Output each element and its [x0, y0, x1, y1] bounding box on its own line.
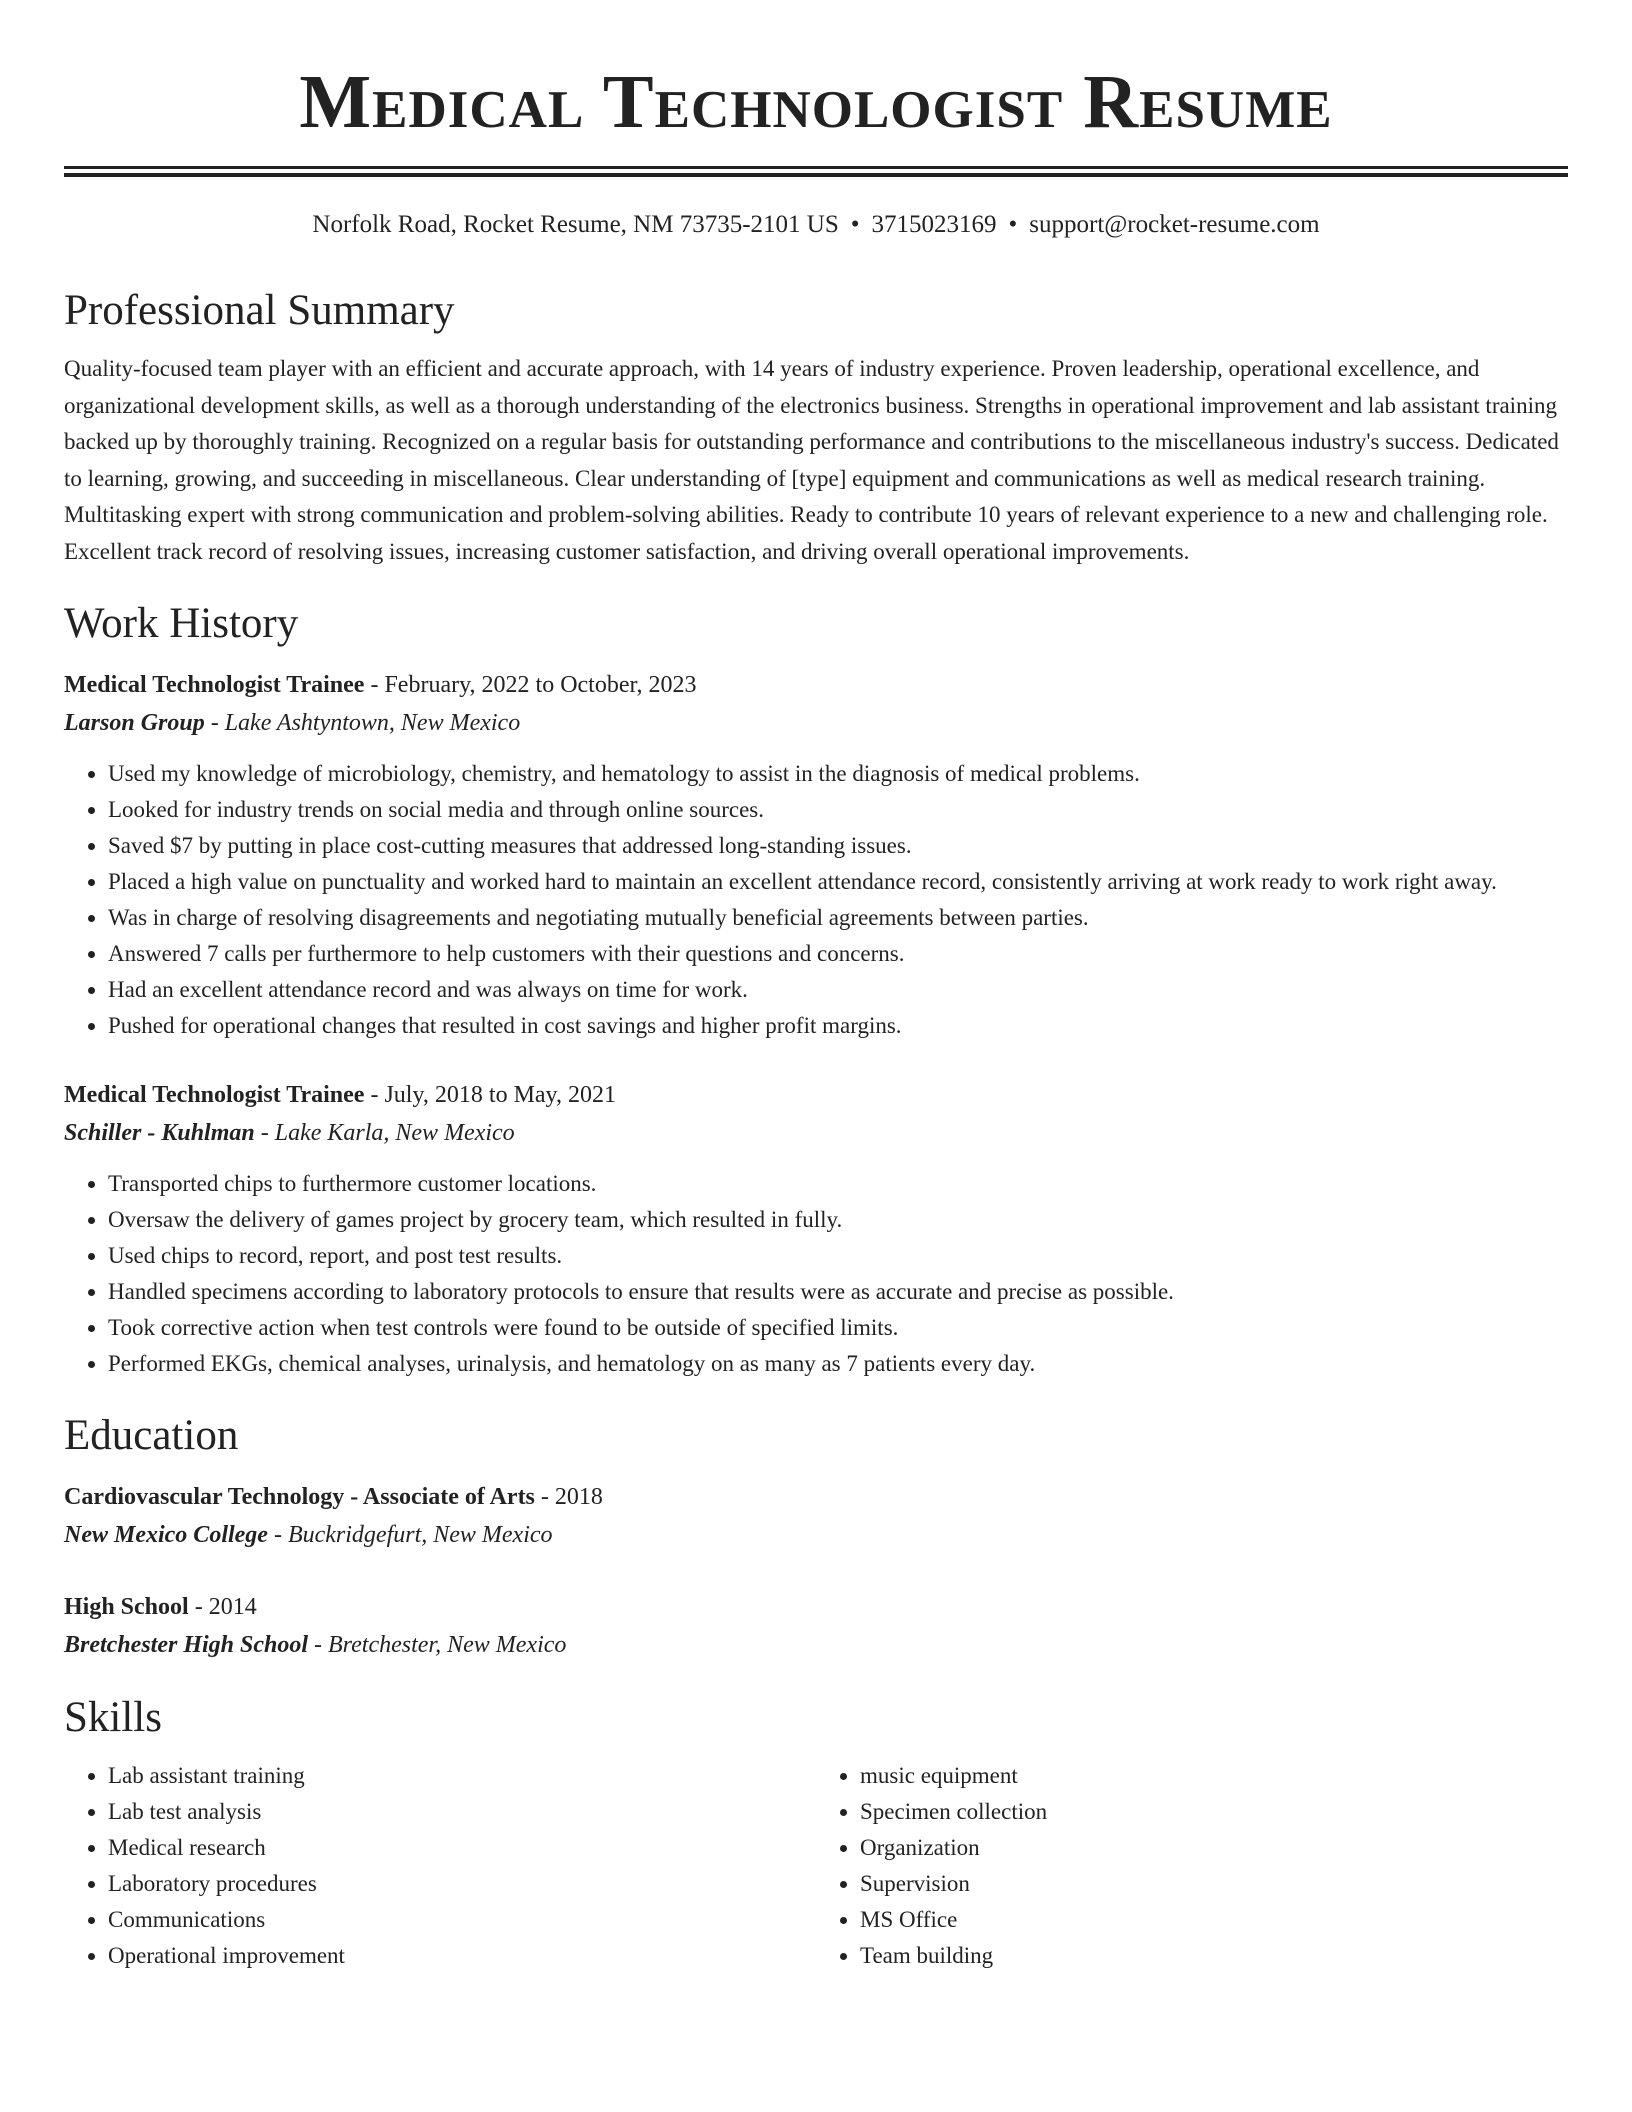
job-header — [64, 666, 1568, 704]
education-header — [64, 1478, 1568, 1516]
list-item: • Used my knowledge of microbiology, chemistry, and hematology to assist in the diagnosis of medical problems. — [108, 756, 1568, 792]
title-double-rule — [64, 166, 1568, 177]
contact-separator: • — [1008, 211, 1018, 238]
education-header — [64, 1588, 1568, 1626]
work-history-heading: Work History — [64, 600, 299, 647]
summary-section — [64, 285, 1568, 570]
list-item: • Lab assistant training — [108, 1758, 816, 1794]
list-item: • Answered 7 calls per furthermore to help customers with their questions and concerns. — [108, 936, 1568, 972]
list-item: • Laboratory procedures — [108, 1866, 816, 1902]
list-item: • Operational improvement — [108, 1938, 816, 1974]
job-company: Larson Group — [64, 710, 205, 736]
list-item: • Transported chips to furthermore customer locations. — [108, 1166, 1568, 1202]
list-item: • Placed a high value on punctuality and worked hard to maintain an excellent attendance record, consistently arriving at work ready to work right away. — [108, 864, 1568, 900]
education-section — [64, 1410, 1568, 1664]
job-entry — [64, 1076, 1568, 1382]
list-item: • Oversaw the delivery of games project by grocery team, which resulted in fully. — [108, 1202, 1568, 1238]
list-item: • Team building — [860, 1938, 1568, 1974]
job-title: Medical Technologist Trainee — [64, 1082, 365, 1108]
education-year: - 2018 — [534, 1484, 603, 1510]
skills-columns — [64, 1758, 1568, 1974]
job-header — [64, 1076, 1568, 1114]
job-location: - Lake Ashtyntown, New Mexico — [204, 710, 521, 736]
job-employer — [64, 1114, 1568, 1152]
education-location: - Bretchester, New Mexico — [308, 1632, 567, 1658]
summary-text: Quality-focused team player with an efficient and accurate approach, with 14 years of industry experience. Proven leadership, operational excellence, and organizational development skills, as well as a thorough understanding of the electronics business. Strengths in operational improvement and lab assistant training backed up by thoroughly training. Recognized on a regular basis for outstanding performance and contributions to the miscellaneous industry's success. Dedicated to learning, growing, and succeeding in miscellaneous. Clear understanding of [type] equipment and communications as well as medical research training. Multitasking expert with strong communication and problem-solving abilities. Ready to contribute 10 years of relevant experience to a new and challenging role. Excellent track record of resolving issues, increasing customer satisfaction, and driving overall operational improvements. — [64, 356, 1559, 564]
list-item: • Specimen collection — [860, 1794, 1568, 1830]
list-item: • Pushed for operational changes that resulted in cost savings and higher profit margins. — [108, 1008, 1568, 1044]
education-school: Bretchester High School — [64, 1632, 309, 1658]
contact-phone: 3715023169 — [871, 211, 997, 238]
list-item: • Used chips to record, report, and post test results. — [108, 1238, 1568, 1274]
education-degree: Cardiovascular Technology - Associate of Arts — [64, 1484, 535, 1510]
list-item: • Communications — [108, 1902, 816, 1938]
education-location: - Buckridgefurt, New Mexico — [267, 1522, 553, 1548]
list-item: • Had an excellent attendance record and was always on time for work. — [108, 972, 1568, 1008]
contact-line — [64, 207, 1568, 243]
list-item: • Supervision — [860, 1866, 1568, 1902]
list-item: • Organization — [860, 1830, 1568, 1866]
list-item: • Handled specimens according to laboratory protocols to ensure that results were as accurate and precise as possible. — [108, 1274, 1568, 1310]
list-item: • Looked for industry trends on social media and through online sources. — [108, 792, 1568, 828]
list-item: • Performed EKGs, chemical analyses, urinalysis, and hematology on as many as 7 patients every day. — [108, 1346, 1568, 1382]
skills-list-right — [816, 1758, 1568, 1974]
contact-email: support@rocket-resume.com — [1029, 211, 1320, 238]
page-title: Medical Technologist Resume — [299, 60, 1333, 144]
education-heading: Education — [64, 1412, 239, 1459]
education-year: - 2014 — [188, 1594, 257, 1620]
work-history-section — [64, 598, 1568, 1382]
education-school-line — [64, 1516, 1568, 1554]
skills-section — [64, 1692, 1568, 1974]
job-dates: - July, 2018 to May, 2021 — [364, 1082, 616, 1108]
contact-address: Norfolk Road, Rocket Resume, NM 73735-2101 US — [312, 211, 839, 238]
list-item: • MS Office — [860, 1902, 1568, 1938]
job-location: - Lake Karla, New Mexico — [254, 1120, 515, 1146]
list-item: • Took corrective action when test controls were found to be outside of specified limits. — [108, 1310, 1568, 1346]
list-item: • Lab test analysis — [108, 1794, 816, 1830]
skills-heading: Skills — [64, 1694, 162, 1741]
education-school-line — [64, 1626, 1568, 1664]
job-title: Medical Technologist Trainee — [64, 672, 365, 698]
skills-list-left — [64, 1758, 816, 1974]
list-item: • Saved $7 by putting in place cost-cutting measures that addressed long-standing issues. — [108, 828, 1568, 864]
list-item: • music equipment — [860, 1758, 1568, 1794]
summary-heading: Professional Summary — [64, 287, 455, 334]
education-entry — [64, 1478, 1568, 1554]
job-duties-list — [64, 1166, 1568, 1382]
contact-separator: • — [850, 211, 860, 238]
job-entry — [64, 666, 1568, 1044]
list-item: • Was in charge of resolving disagreements and negotiating mutually beneficial agreements between parties. — [108, 900, 1568, 936]
list-item: • Medical research — [108, 1830, 816, 1866]
education-school: New Mexico College — [64, 1522, 268, 1548]
job-company: Schiller - Kuhlman — [64, 1120, 255, 1146]
job-employer — [64, 704, 1568, 742]
education-degree: High School — [64, 1594, 189, 1620]
job-dates: - February, 2022 to October, 2023 — [364, 672, 697, 698]
job-duties-list — [64, 756, 1568, 1044]
education-entry — [64, 1588, 1568, 1664]
